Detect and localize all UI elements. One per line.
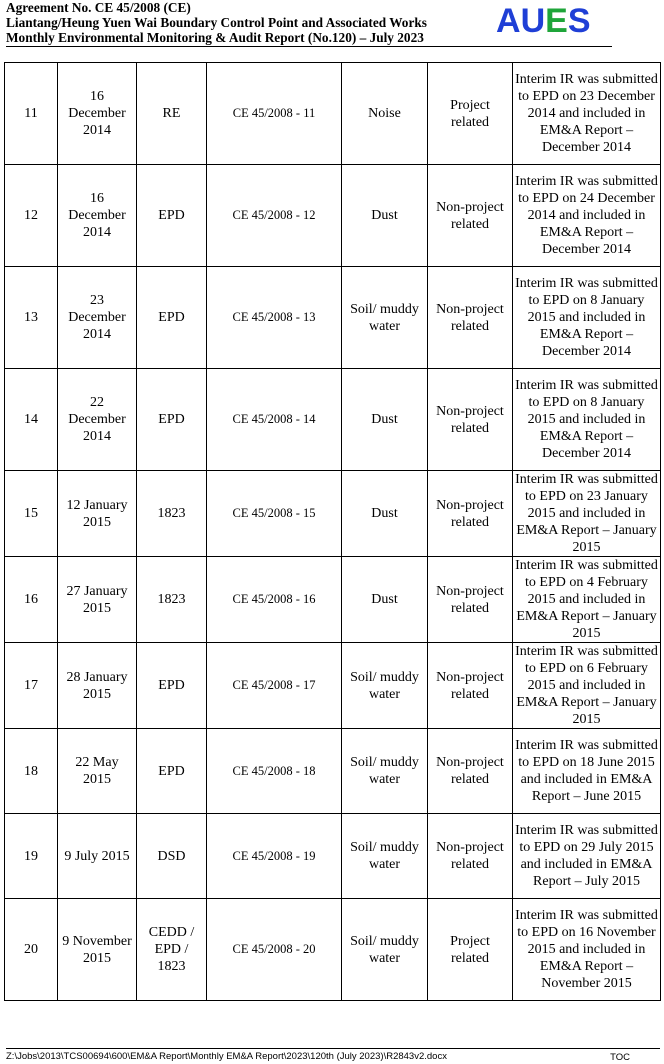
page-footer (6, 1048, 660, 1063)
logo-letter: A (496, 2, 521, 40)
cell-received-by: EPD (137, 643, 207, 729)
cell-date: 9 July 2015 (58, 814, 137, 899)
cell-reference: CE 45/2008 - 19 (207, 814, 342, 899)
cell-date: 28 January 2015 (58, 643, 137, 729)
cell-reference: CE 45/2008 - 16 (207, 557, 342, 643)
aues-logo (496, 0, 608, 42)
cell-number: 18 (5, 729, 58, 814)
table-row (5, 267, 661, 369)
cell-number: 15 (5, 471, 58, 557)
complaint-log-table (4, 62, 661, 1001)
cell-nature: Dust (342, 369, 428, 471)
cell-date: 22 December 2014 (58, 369, 137, 471)
cell-received-by: CEDD / EPD / 1823 (137, 899, 207, 1001)
cell-status: Interim IR was submitted to EPD on 6 February 2015 and included in EM&A Report – January 2015 (513, 643, 661, 729)
cell-nature: Soil/ muddy water (342, 814, 428, 899)
project-title: Liantang/Heung Yuen Wai Boundary Control Point and Associated Works (6, 15, 427, 31)
cell-reference: CE 45/2008 - 12 (207, 165, 342, 267)
file-path: Z:\Jobs\2013\TCS00694\600\EM&A Report\Monthly EM&A Report\2023\120th (July 2023)\R2843v2.docx (6, 1051, 447, 1062)
cell-received-by: DSD (137, 814, 207, 899)
cell-number: 13 (5, 267, 58, 369)
cell-nature: Soil/ muddy water (342, 899, 428, 1001)
footer-code: TOC (610, 1052, 630, 1063)
cell-reference: CE 45/2008 - 13 (207, 267, 342, 369)
cell-number: 20 (5, 899, 58, 1001)
cell-reference: CE 45/2008 - 15 (207, 471, 342, 557)
cell-relation: Non-project related (428, 643, 513, 729)
cell-received-by: EPD (137, 729, 207, 814)
cell-status: Interim IR was submitted to EPD on 8 January 2015 and included in EM&A Report – December 2014 (513, 267, 661, 369)
table-row (5, 63, 661, 165)
cell-nature: Noise (342, 63, 428, 165)
cell-date: 16 December 2014 (58, 63, 137, 165)
cell-relation: Non-project related (428, 814, 513, 899)
cell-number: 14 (5, 369, 58, 471)
cell-nature: Dust (342, 557, 428, 643)
cell-number: 19 (5, 814, 58, 899)
table-row (5, 899, 661, 1001)
cell-relation: Project related (428, 899, 513, 1001)
cell-date: 22 May 2015 (58, 729, 137, 814)
cell-reference: CE 45/2008 - 17 (207, 643, 342, 729)
cell-reference: CE 45/2008 - 14 (207, 369, 342, 471)
cell-received-by: EPD (137, 267, 207, 369)
cell-received-by: EPD (137, 165, 207, 267)
table-row (5, 729, 661, 814)
cell-number: 12 (5, 165, 58, 267)
cell-status: Interim IR was submitted to EPD on 8 January 2015 and included in EM&A Report – December 2014 (513, 369, 661, 471)
header-divider (6, 46, 612, 47)
cell-nature: Dust (342, 471, 428, 557)
cell-status: Interim IR was submitted to EPD on 29 July 2015 and included in EM&A Report – July 2015 (513, 814, 661, 899)
cell-relation: Non-project related (428, 729, 513, 814)
cell-status: Interim IR was submitted to EPD on 24 December 2014 and included in EM&A Report – December 2014 (513, 165, 661, 267)
table-row (5, 557, 661, 643)
cell-date: 9 November 2015 (58, 899, 137, 1001)
cell-nature: Dust (342, 165, 428, 267)
report-title: Monthly Environmental Monitoring & Audit Report (No.120) – July 2023 (6, 30, 424, 46)
cell-date: 27 January 2015 (58, 557, 137, 643)
table-row (5, 814, 661, 899)
cell-relation: Non-project related (428, 557, 513, 643)
cell-number: 17 (5, 643, 58, 729)
table-row (5, 369, 661, 471)
cell-relation: Non-project related (428, 165, 513, 267)
cell-date: 23 December 2014 (58, 267, 137, 369)
cell-relation: Non-project related (428, 267, 513, 369)
cell-received-by: EPD (137, 369, 207, 471)
cell-reference: CE 45/2008 - 18 (207, 729, 342, 814)
cell-relation: Non-project related (428, 369, 513, 471)
cell-nature: Soil/ muddy water (342, 729, 428, 814)
cell-nature: Soil/ muddy water (342, 643, 428, 729)
cell-nature: Soil/ muddy water (342, 267, 428, 369)
logo-letter: U (520, 2, 546, 40)
cell-relation: Project related (428, 63, 513, 165)
cell-date: 12 January 2015 (58, 471, 137, 557)
logo-letter: S (567, 2, 591, 40)
cell-date: 16 December 2014 (58, 165, 137, 267)
agreement-number: Agreement No. CE 45/2008 (CE) (6, 0, 191, 15)
cell-number: 11 (5, 63, 58, 165)
cell-status: Interim IR was submitted to EPD on 16 November 2015 and included in EM&A Report – November 2015 (513, 899, 661, 1001)
cell-status: Interim IR was submitted to EPD on 23 January 2015 and included in EM&A Report – January 2015 (513, 471, 661, 557)
cell-received-by: RE (137, 63, 207, 165)
table-row (5, 471, 661, 557)
cell-number: 16 (5, 557, 58, 643)
cell-received-by: 1823 (137, 471, 207, 557)
cell-relation: Non-project related (428, 471, 513, 557)
cell-received-by: 1823 (137, 557, 207, 643)
cell-status: Interim IR was submitted to EPD on 4 February 2015 and included in EM&A Report – January 2015 (513, 557, 661, 643)
logo-letter: E (545, 2, 568, 40)
cell-reference: CE 45/2008 - 11 (207, 63, 342, 165)
cell-reference: CE 45/2008 - 20 (207, 899, 342, 1001)
cell-status: Interim IR was submitted to EPD on 18 June 2015 and included in EM&A Report – June 2015 (513, 729, 661, 814)
table-row (5, 165, 661, 267)
cell-status: Interim IR was submitted to EPD on 23 December 2014 and included in EM&A Report – December 2014 (513, 63, 661, 165)
table-row (5, 643, 661, 729)
